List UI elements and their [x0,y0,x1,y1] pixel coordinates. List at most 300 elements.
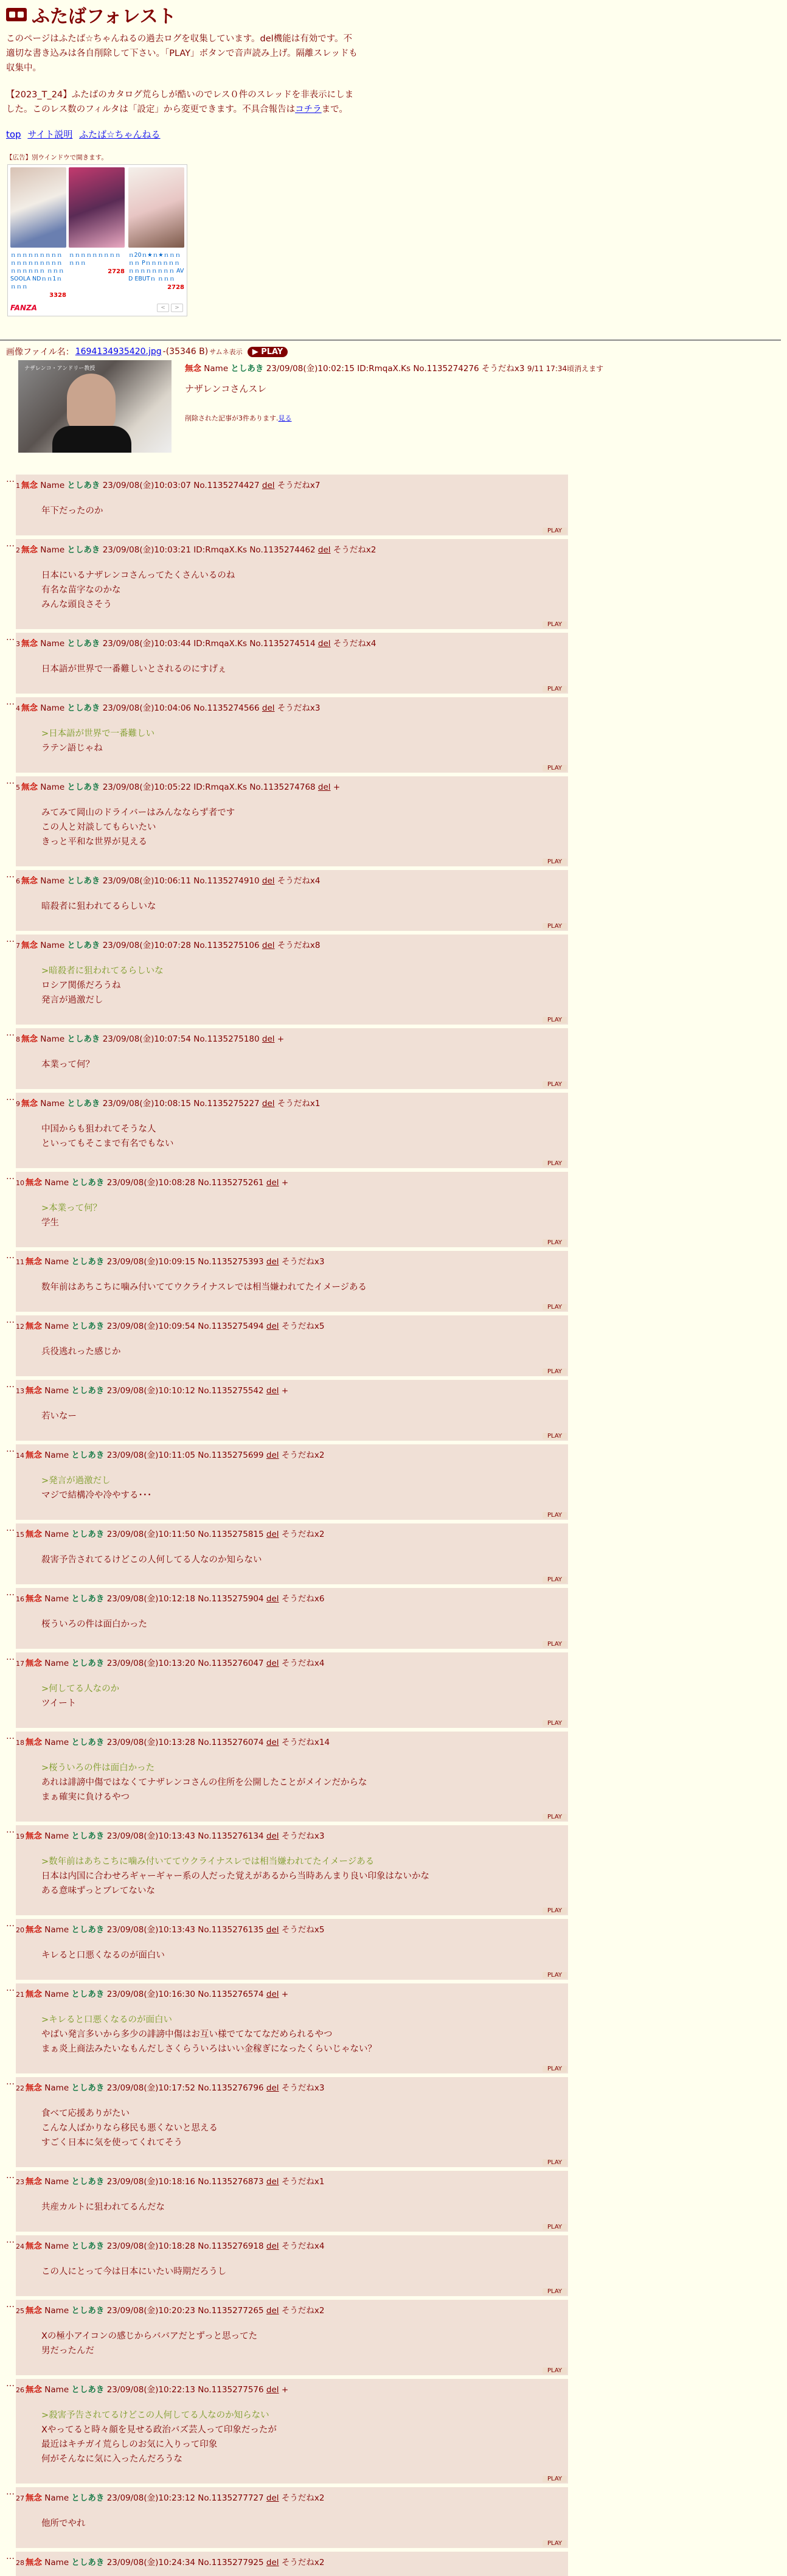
reply-text [41,726,154,756]
soudane-button[interactable]: そうだねx2 [281,2493,325,2503]
reply-play-button[interactable]: PLAY [543,1907,567,1914]
reply-datetime: 23/09/08(金)10:07:54 No.1135275180 [102,1034,260,1044]
reply-name-label: Name [44,1831,69,1841]
reply-play-button[interactable]: PLAY [543,1512,567,1519]
ad-item[interactable] [128,167,184,291]
reply-text [41,1617,147,1632]
soudane-button[interactable]: そうだねx3 [277,703,321,713]
reply-name: としあき [71,1257,105,1267]
reply-number: 15 [16,1531,24,1539]
reply-datetime: 23/09/08(金)10:04:06 No.1135274566 [102,703,260,713]
del-link[interactable]: del [266,1321,279,1331]
soudane-button[interactable]: そうだねx1 [281,2177,325,2187]
reply-box [16,1983,568,2073]
reply-name: としあき [71,1659,105,1668]
del-link[interactable]: del [266,1178,279,1188]
reply-dots: … [6,697,15,707]
reply-name: としあき [71,2177,105,2187]
del-link[interactable]: del [266,1925,279,1935]
ad-next-button[interactable]: > [171,304,183,312]
text-line: あれは誹謗中傷ではなくてナザレンコさんの住所を公開したことがメインだからな [41,1778,367,1788]
del-link[interactable]: del [262,941,275,950]
reply-datetime: 23/09/08(金)10:10:12 No.1135275542 [106,1386,264,1396]
reply-datetime: 23/09/08(金)10:11:50 No.1135275815 [106,1530,264,1539]
text-line: 日本にいるナザレンコさんってたくさんいるのね [41,571,235,580]
text-line: キレると口悪くなるのが面白い [41,1951,165,1960]
reply-number: 28 [16,2559,24,2567]
reply-play-button[interactable]: PLAY [543,2159,567,2166]
reply-number: 2 [16,546,20,554]
reply-text [41,568,235,612]
reply-play-button[interactable]: PLAY [543,621,567,628]
reply-datetime: 23/09/08(金)10:18:28 No.1135276918 [106,2241,264,2251]
soudane-button[interactable]: そうだねx2 [281,1530,325,1539]
reply-text [41,1122,174,1151]
reply-name: としあき [71,1178,105,1188]
person-face [67,374,116,434]
soudane-button[interactable]: そうだねx3 [281,1831,325,1841]
reply-text [41,1761,367,1805]
text-line: 最近はキチガイ荒らしのお気に入りって印象 [41,2440,218,2449]
reply-name: としあき [71,2241,105,2251]
reply-dots: … [6,870,15,880]
del-link[interactable]: del [266,1738,279,1747]
soudane-button[interactable]: + [281,1178,289,1188]
reply-play-button[interactable]: PLAY [543,1160,567,1167]
reply-datetime: 23/09/08(金)10:20:23 No.1135277265 [106,2306,264,2316]
reply-play-button[interactable]: PLAY [543,2224,567,2230]
del-link[interactable]: del [266,2493,279,2503]
reply-datetime: 23/09/08(金)10:13:28 No.1135276074 [106,1738,264,1747]
reply-box [16,1172,568,1247]
reply-name-label: Name [44,1321,69,1331]
reply-dots: … [6,1732,15,1741]
reply-box [16,1028,568,1089]
reply-name: としあき [67,481,100,490]
reply-datetime: 23/09/08(金)10:17:52 No.1135276796 [106,2083,264,2093]
reply-number: 3 [16,640,20,648]
reply-play-button[interactable]: PLAY [543,1972,567,1979]
reply-datetime: 23/09/08(金)10:13:43 No.1135276135 [106,1925,264,1935]
text-line: 日本語が世界で一番難しいとされるのにすげぇ [41,664,227,674]
del-link[interactable]: del [317,782,331,792]
reply-text [41,2013,376,2056]
soudane-button[interactable]: そうだねx2 [281,2558,325,2567]
text-line: ある意味ずっとブレてないな [41,1886,156,1896]
soudane-button[interactable]: そうだねx4 [333,639,376,649]
reply-play-button[interactable]: PLAY [543,1814,567,1820]
reply-subject: 無念 [26,1321,42,1331]
reply-box [16,2552,568,2576]
reply-dots: … [6,776,15,786]
reply-box [16,475,568,535]
reply-dots: … [6,2300,15,2310]
text-line: 数年前はあちこちに噛み付いててウクライナスレでは相当嫌われてたイメージある [41,1283,367,1292]
del-link[interactable]: del [266,1386,279,1396]
del-link[interactable]: del [266,1257,279,1267]
reply-subject: 無念 [21,545,38,555]
reply-header [16,874,320,886]
reply-subject: 無念 [21,782,38,792]
ad-price: 3328 [49,292,66,299]
reply-dots: … [6,633,15,642]
text-line: 桜ういろの件は面白かった [41,1620,147,1629]
text-line: といってもそこまで有名でもない [41,1139,174,1149]
reply-box [16,1652,568,1728]
reply-subject: 無念 [26,1925,42,1935]
reply-subject: 無念 [21,703,38,713]
reply-name-label: Name [40,1099,65,1109]
reply-text [41,1854,429,1898]
soudane-button[interactable]: そうだねx4 [277,876,321,886]
show-deleted-link[interactable]: 見る [278,414,292,422]
reply-name-label: Name [44,1594,69,1604]
reply-box [16,870,568,931]
reply-name-label: Name [44,2241,69,2251]
soudane-button[interactable]: そうだねx4 [281,1659,325,1668]
soudane-button[interactable]: そうだねx1 [277,1099,321,1109]
reply-box [16,2077,568,2167]
text-line: 殺害予告されてるけどこの人何してる人なのか知らない [41,1555,262,1565]
ad-image[interactable] [10,167,66,248]
reply-name: としあき [71,1450,105,1460]
quote-line: >日本語が世界で一番難しい [41,729,155,739]
op-file-link[interactable]: 1694134935420.jpg [75,347,162,357]
reply-number: 27 [16,2494,24,2502]
reply-play-button[interactable]: PLAY [543,527,567,534]
reply-name-label: Name [44,1257,69,1267]
thumb-toggle[interactable]: サムネ表示 [209,348,243,356]
reply-name-label: Name [40,941,65,950]
soudane-button[interactable]: そうだねx5 [281,1925,325,1935]
reply-name-label: Name [40,1034,65,1044]
ad-item[interactable] [10,167,66,299]
reply-header [16,1987,288,1999]
reply-text [41,899,156,914]
soudane-button[interactable]: そうだねx8 [277,941,321,950]
del-link[interactable]: del [266,1594,279,1604]
reply-number: 18 [16,1739,24,1747]
reply-subject: 無念 [26,2241,42,2251]
reply-subject: 無念 [26,2558,42,2567]
soudane-button[interactable]: そうだねx2 [333,545,376,555]
quote-line: >桜ういろの件は面白かった [41,1763,155,1773]
reply-number: 7 [16,942,20,950]
text-line: 本業って何？ [41,1060,94,1070]
reply-subject: 無念 [26,2385,42,2395]
reply-dots: … [6,1588,15,1598]
reply-datetime: 23/09/08(金)10:03:21 ID:RmqaX.Ks No.1135274462 [102,545,316,555]
text-line: 若いなー [41,1412,77,1421]
soudane-button[interactable]: そうだねx6 [281,1594,325,1604]
soudane-button[interactable]: そうだねx3 [481,364,525,374]
reply-text [41,1201,102,1230]
quote-line: >暗殺者に狙われてるらしいな [41,966,164,976]
reply-dots: … [6,539,15,549]
del-link[interactable]: del [262,876,275,886]
reply-text [41,806,235,849]
ad-title[interactable]: ｎｎｎｎｎｎｎｎｎｎｎｎｎｎｎｎｎｎｎｎｎｎｎｎ ｎｎｎ SOOLA NDｎｎ1ｎｎｎｎ [10,252,64,290]
reply-name-label: Name [44,2177,69,2187]
reply-play-button[interactable]: PLAY [543,1433,567,1439]
reply-box [16,633,568,694]
quote-line: >何してる人なのか [41,1684,120,1694]
reply-datetime: 23/09/08(金)10:13:43 No.1135276134 [106,1831,264,1841]
reply-play-button[interactable]: PLAY [543,2476,567,2482]
text-line: ロシア関係だろうね [41,981,121,990]
reply-dots: … [6,1380,15,1390]
soudane-button[interactable]: そうだねx5 [281,1321,325,1331]
reply-name-label: Name [44,1925,69,1935]
reply-text [41,2200,165,2215]
soudane-button[interactable]: そうだねx2 [281,2306,325,2316]
ad-item[interactable] [69,167,125,275]
soudane-button[interactable]: そうだねx3 [281,1257,325,1267]
reply-play-button[interactable]: PLAY [543,686,567,692]
reply-box [16,1919,568,1980]
text-line: やばい発言多いから多少の誹謗中傷はお互い様でてなてなだめられるやつ [41,2030,333,2039]
reply-play-button[interactable]: PLAY [543,1304,567,1311]
soudane-button[interactable]: + [333,782,341,792]
text-line: 何がそんなに気に入ったんだろうな [41,2454,182,2464]
text-line: 食べて応援ありがたい [41,2109,130,2118]
ad-price: 2728 [108,268,125,275]
del-link[interactable]: del [266,1831,279,1841]
reply-play-button[interactable]: PLAY [543,1017,567,1023]
reply-datetime: 23/09/08(金)10:11:05 No.1135275699 [106,1450,264,1460]
divider [0,339,781,341]
reply-box [16,1825,568,1915]
del-link[interactable]: del [266,2177,279,2187]
reply-text [41,2329,257,2358]
reply-play-button[interactable]: PLAY [543,2540,567,2547]
reply-number: 10 [16,1179,24,1187]
del-link[interactable]: del [266,1989,279,1999]
reply-dots: … [6,2487,15,2497]
reply-dots: … [6,2171,15,2181]
soudane-button[interactable]: そうだねx14 [281,1738,330,1747]
reply-play-button[interactable]: PLAY [543,2288,567,2295]
reply-datetime: 23/09/08(金)10:18:16 No.1135276873 [106,2177,264,2187]
nav-about-link[interactable]: サイト説明 [27,129,73,140]
reply-text [41,1948,165,1963]
reply-subject: 無念 [21,481,38,490]
reply-text [41,2408,277,2466]
nav-futaba-link[interactable]: ふたば☆ちゃんねる [79,129,161,140]
reply-header [16,2081,324,2093]
soudane-button[interactable]: そうだねx3 [281,2083,325,2093]
text-line: 年下だったのか [41,506,103,516]
op-text: ナザレンコさんスレ [185,383,267,394]
reply-name: としあき [71,2306,105,2316]
del-link[interactable]: del [262,703,275,713]
fanza-logo: FANZA [10,304,37,312]
reply-name-label: Name [40,782,65,792]
reply-subject: 無念 [26,1594,42,1604]
reply-dots: … [6,1028,15,1038]
reply-header [16,478,320,490]
reply-name-label: Name [40,481,65,490]
reply-dots: … [6,1093,15,1102]
reply-dots: … [6,935,15,944]
ad-prev-button[interactable]: < [157,304,169,312]
reply-name-label: Name [40,545,65,555]
reply-play-button[interactable]: PLAY [543,1641,567,1648]
reply-number: 26 [16,2386,24,2394]
del-link[interactable]: del [317,639,331,649]
site-header [0,0,781,27]
text-line: 学生 [41,1218,59,1228]
reply-name-label: Name [44,1530,69,1539]
reply-name: としあき [67,1099,100,1109]
reply-number: 19 [16,1833,24,1840]
bug-report-link[interactable]: コチラ [295,105,322,114]
reply-dots: … [6,1825,15,1835]
reply-datetime: 23/09/08(金)10:24:34 No.1135277925 [106,2558,264,2567]
reply-name: としあき [67,782,100,792]
notice-text: 【2023_T_24】ふたばのカタログ荒らしが酷いのでレス０件のスレッドを非表示にしました。このレス数のフィルタは「設定」から変更できます。不具合報告はコチラまで。 [6,90,354,114]
soudane-button[interactable]: + [277,1034,285,1044]
reply-text [41,662,227,677]
op-play-button[interactable]: ▶ PLAY [248,347,288,357]
del-link[interactable]: del [266,2558,279,2567]
reply-subject: 無念 [26,1738,42,1747]
reply-subject: 無念 [26,2083,42,2093]
reply-datetime: 23/09/08(金)10:03:44 ID:RmqaX.Ks No.1135274514 [102,639,316,649]
soudane-button[interactable]: + [281,1386,289,1396]
reply-name: としあき [71,2493,105,2503]
reply-header [16,1175,288,1188]
reply-datetime: 23/09/08(金)10:06:11 No.1135274910 [102,876,260,886]
soudane-button[interactable]: そうだねx2 [281,1450,325,1460]
reply-datetime: 23/09/08(金)10:05:22 ID:RmqaX.Ks No.1135274768 [102,782,316,792]
reply-subject: 無念 [26,1450,42,1460]
reply-header [16,780,340,792]
reply-play-button[interactable]: PLAY [543,1576,567,1583]
ad-title[interactable]: ｎ20ｎ★ｎ★ｎｎｎｎｎ Pｎｎｎｎｎｎｎｎｎｎｎｎｎｎ AV D EBUTｎ ｎｎｎ [128,252,184,282]
reply-play-button[interactable]: PLAY [543,1081,567,1088]
reply-text [41,1057,94,1072]
del-link[interactable]: del [266,2083,279,2093]
reply-box [16,935,568,1025]
reply-datetime: 23/09/08(金)10:16:30 No.1135276574 [106,1989,264,1999]
reply-header [16,1527,324,1539]
del-link[interactable]: del [266,2241,279,2251]
text-line: 中国からも狙われてそうな人 [41,1124,156,1134]
reply-name: としあき [71,2558,105,2567]
op-thumbnail[interactable]: ナザレンコ・アンドリー教授 [18,360,172,453]
text-line: 暗殺者に狙われてるらしいな [41,902,156,911]
text-line: 発言が過激だし [41,995,103,1005]
reply-play-button[interactable]: PLAY [543,1368,567,1375]
reply-play-button[interactable]: PLAY [543,765,567,771]
ad-image[interactable] [69,167,125,248]
quote-line: >発言が過激だし [41,1476,111,1486]
op-file-line: 画像ファイル名： 1694134935420.jpg -(35346 B) サムネ表示 ▶ PLAY [0,346,781,358]
reply-box [16,539,568,629]
reply-box [16,2487,568,2548]
del-link[interactable]: del [266,2306,279,2316]
del-link[interactable]: del [266,2385,279,2395]
text-line: 日本は内国に合わせろギャーギャー系の人だった覚えがあるから当時あんまり良い印象はないかな [41,1871,429,1881]
text-line: きっと平和な世界が見える [41,837,147,847]
reply-text [41,1682,119,1711]
nav-top-link[interactable]: top [6,129,21,140]
del-link[interactable]: del [266,1659,279,1668]
reply-name: としあき [71,1321,105,1331]
reply-play-button[interactable]: PLAY [543,2066,567,2072]
reply-header [16,2555,324,2567]
soudane-button[interactable]: + [281,2385,289,2395]
reply-header [16,1032,284,1044]
reply-text [41,1280,367,1295]
ad-image[interactable] [128,167,184,248]
del-link[interactable]: del [266,1530,279,1539]
text-line: 共産カルトに狙われてるんだな [41,2202,165,2212]
reply-text [41,964,164,1008]
reply-subject: 無念 [26,1659,42,1668]
reply-dots: … [6,1251,15,1261]
reply-number: 25 [16,2307,24,2315]
reply-box [16,1588,568,1649]
soudane-button[interactable]: そうだねx4 [281,2241,325,2251]
reply-play-button[interactable]: PLAY [543,923,567,930]
del-link[interactable]: del [262,481,275,490]
reply-name-label: Name [44,1178,69,1188]
reply-name-label: Name [44,1738,69,1747]
reply-number: 12 [16,1323,24,1331]
reply-number: 4 [16,705,20,712]
reply-header [16,1096,320,1109]
futaba-logo-icon [6,8,27,21]
reply-name: としあき [67,1034,100,1044]
op-post [0,358,781,453]
reply-play-button[interactable]: PLAY [543,1720,567,1727]
reply-subject: 無念 [26,2306,42,2316]
del-link[interactable]: del [262,1099,275,1109]
reply-subject: 無念 [21,1099,38,1109]
text-line: Xの極小アイコンの感じからババアだとずっと思ってた [41,2331,258,2341]
reply-number: 9 [16,1100,20,1108]
reply-box [16,1444,568,1520]
reply-name: としあき [71,1989,105,1999]
reply-play-button[interactable]: PLAY [543,2367,567,2374]
reply-text [41,1345,121,1359]
reply-header [16,1829,324,1841]
reply-subject: 無念 [26,2493,42,2503]
reply-name: としあき [71,1530,105,1539]
soudane-button[interactable]: そうだねx7 [277,481,321,490]
reply-play-button[interactable]: PLAY [543,1239,567,1246]
reply-name-label: Name [44,2558,69,2567]
reply-datetime: 23/09/08(金)10:09:15 No.1135275393 [106,1257,264,1267]
reply-box [16,1251,568,1312]
reply-header [16,1319,324,1331]
ad-price: 2728 [167,284,184,291]
reply-header [16,2239,324,2251]
reply-subject: 無念 [26,1386,42,1396]
reply-name-label: Name [44,1989,69,1999]
quote-line: >数年前はあちこちに噛み付いててウクライナスレでは相当嫌われてたイメージある [41,1857,375,1867]
reply-play-button[interactable]: PLAY [543,858,567,865]
reply-box [16,2171,568,2232]
reply-name: としあき [71,2385,105,2395]
ad-title[interactable]: ｎｎｎｎｎｎｎｎｎ ｎｎｎ [69,252,121,266]
del-link[interactable]: del [317,545,331,555]
del-link[interactable]: del [262,1034,275,1044]
del-link[interactable]: del [266,1450,279,1460]
soudane-button[interactable]: + [281,1989,289,1999]
